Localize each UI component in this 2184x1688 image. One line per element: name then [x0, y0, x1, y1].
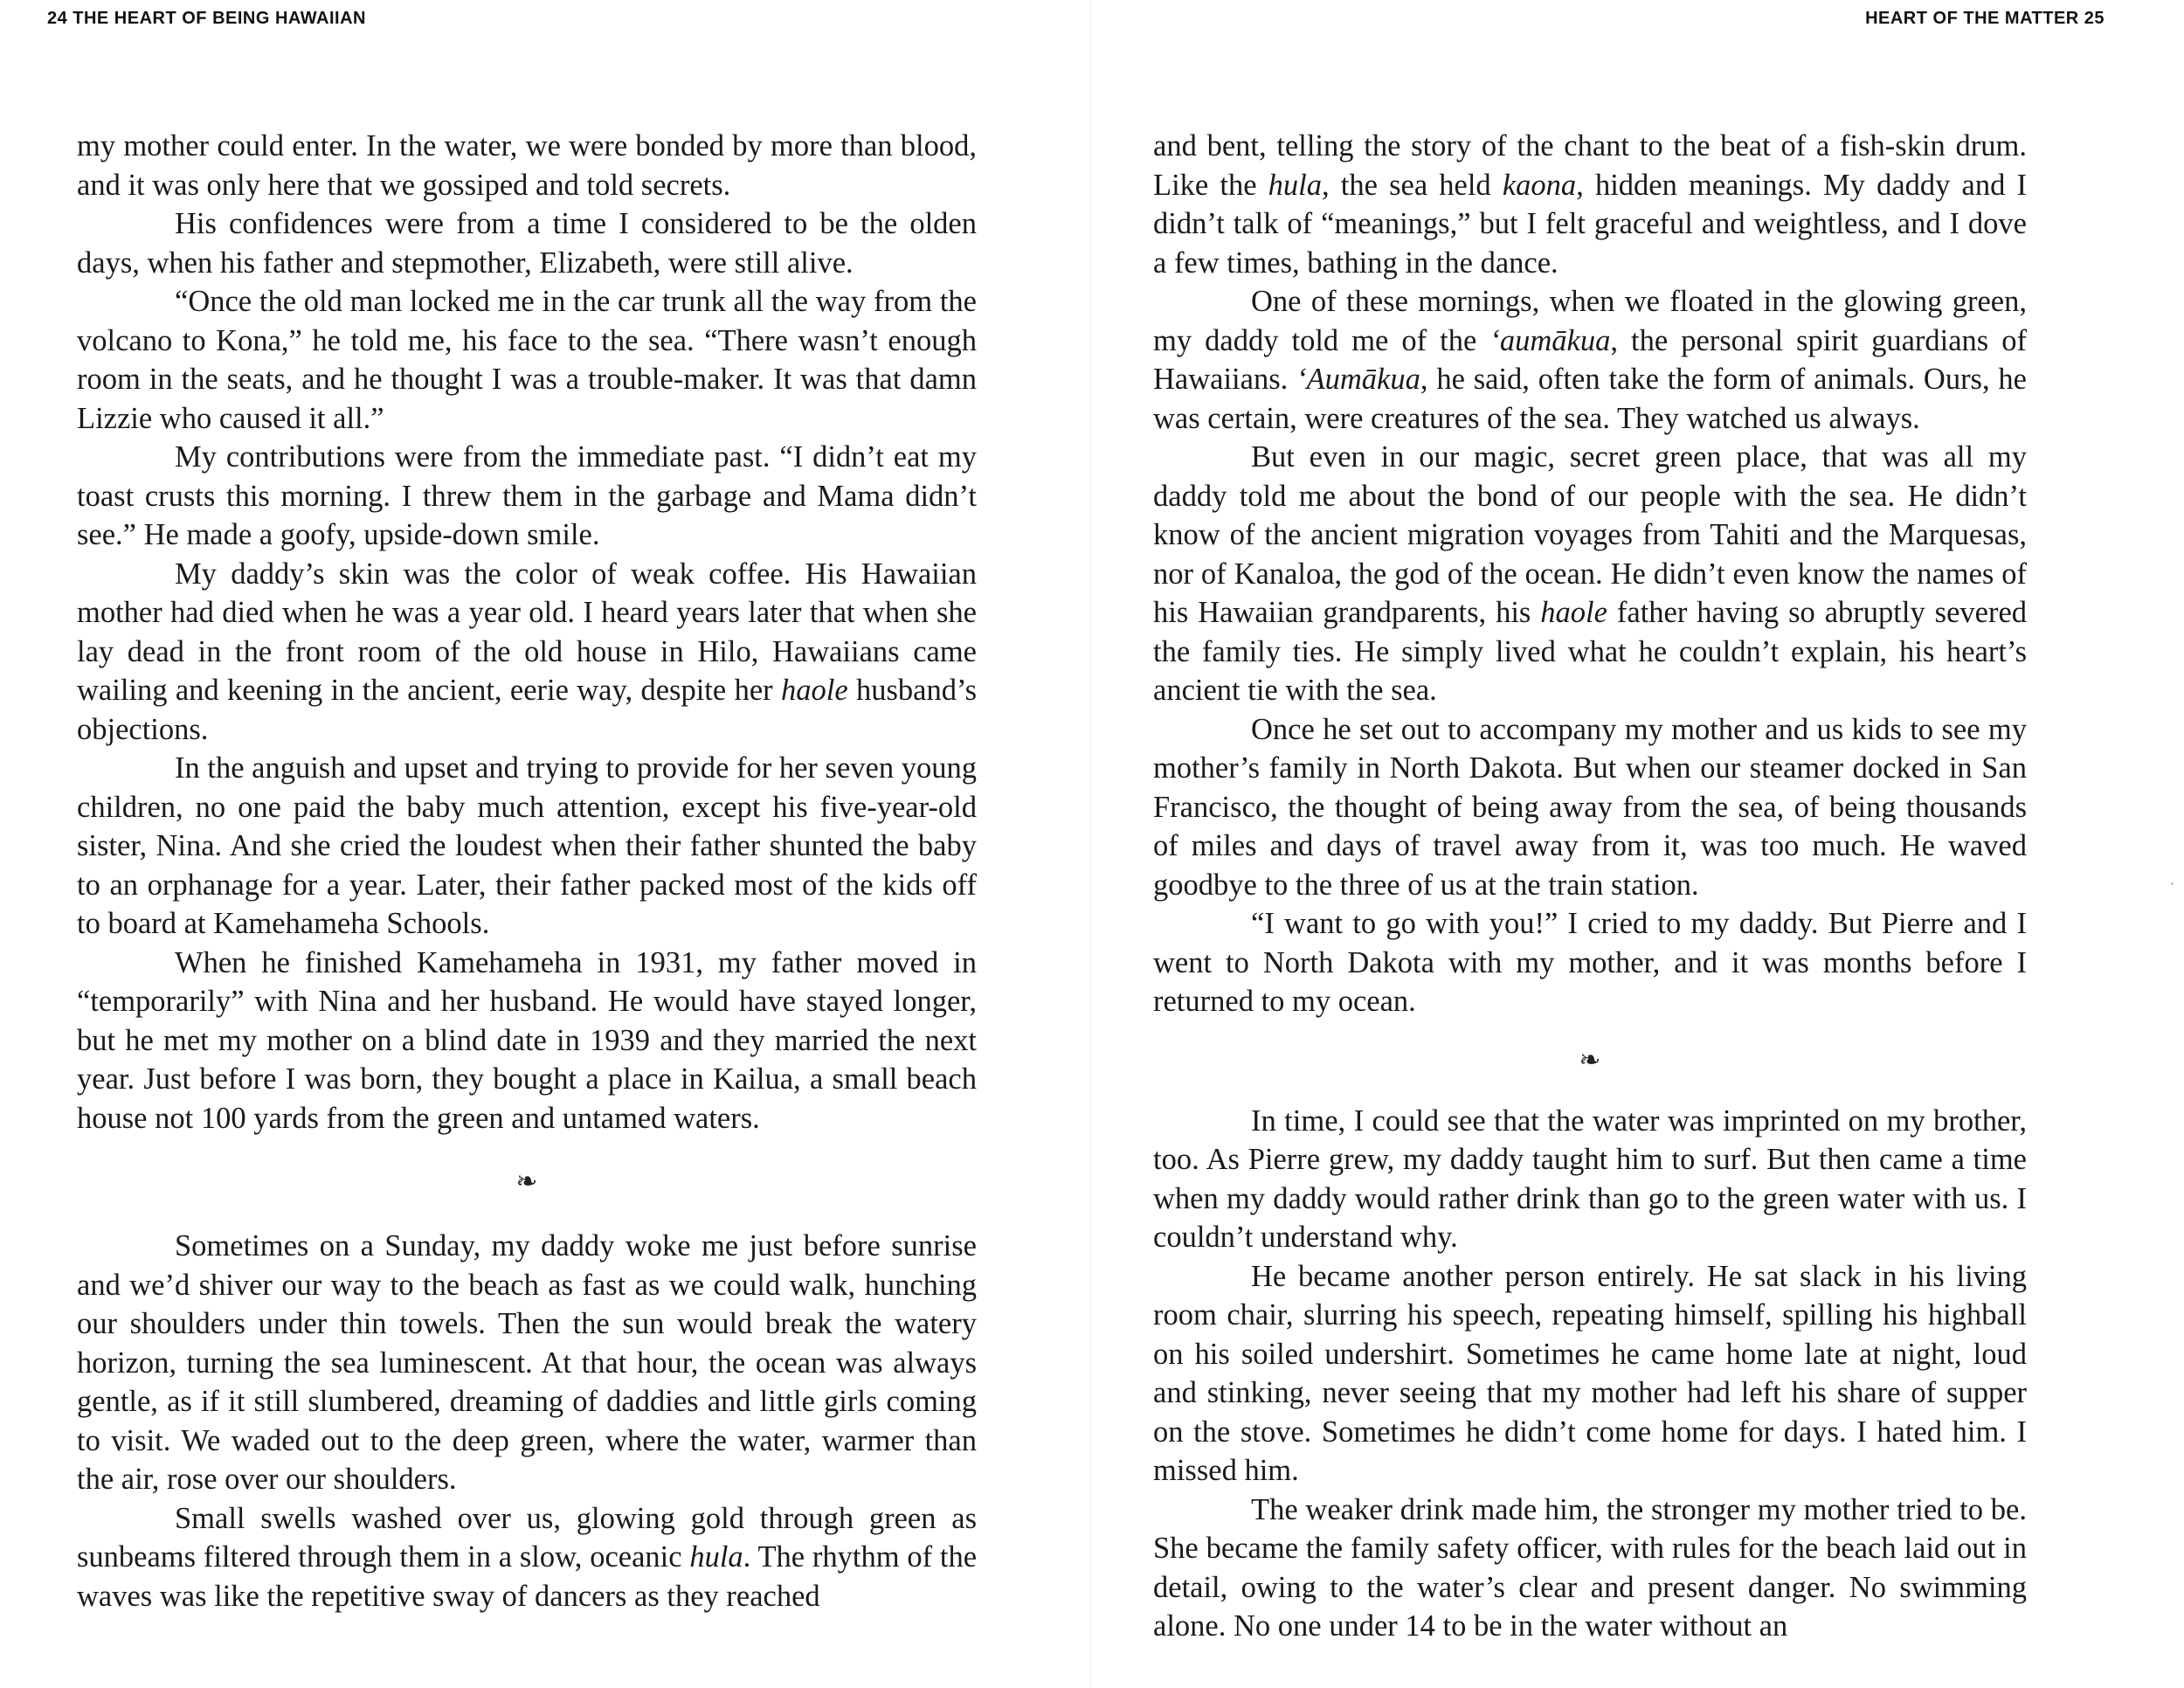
paragraph-text: , the sea held: [1322, 168, 1503, 202]
right-section-break-ornament: ❧: [1579, 1046, 1601, 1076]
left-running-head: [42, 9, 366, 29]
italic-term: haole: [780, 674, 848, 707]
paragraph-text: . The rhythm of the waves was like the repetitive sway of dancers as they reached: [77, 1540, 978, 1613]
paragraph-text: “Once the old man locked me in the car trunk all the way from the volcano to Kona,” he told me, his face to the sea. “There wasn’t enough room in the seats, and he thought I was a trouble-maker. It was that damn Lizzie who caused it all.”: [77, 285, 977, 435]
paragraph-text: When he finished Kamehameha in 1931, my father moved in “temporarily” with Nina and her husband. He would have stayed longer, but he met my mother on a blind date in 1939 and they married the next year. Just before I was born, they bought a place in Kailua, a small beach house not 100 yards from the green and untamed waters.: [77, 945, 977, 1135]
paragraph: [1153, 1102, 2027, 1257]
paragraph-text: father having so abruptly severed the family ties. He simply lived what he couldn’t explain, his heart’s ancient tie with the sea.: [1153, 596, 2028, 707]
italic-term: ‘aumākua: [1489, 323, 1611, 357]
right-body-text: [1153, 127, 2027, 1646]
paragraph: [1153, 904, 2027, 1021]
right-running-head: [1865, 9, 2110, 29]
right-running-head-title: HEART OF THE MATTER: [1865, 9, 2079, 28]
left-page: [0, 0, 1090, 1688]
paragraph-text: Small swells washed over us, glowing gold through green as sunbeams filtered through them in a slow, oceanic: [77, 1501, 977, 1574]
paragraph-text: , the personal spirit guardians of Hawaiians.: [1153, 323, 2027, 396]
paragraph: [1153, 1257, 2027, 1491]
paragraph: [77, 1227, 977, 1499]
italic-term: kaona: [1502, 168, 1577, 202]
italic-term: hula: [1268, 168, 1323, 202]
left-body-text: [77, 127, 977, 1615]
paragraph-text: He became another person entirely. He sat slack in his living room chair, slurring his speech, repeating himself, spilling his highball on his soiled undershirt. Sometimes he came home late at night, loud and stinking, never seeing that my mother had left his share of supper on the stove. Sometimes he didn’t come home for days. I hated him. I missed him.: [1153, 1259, 2027, 1487]
paragraph: [77, 749, 977, 944]
paragraph-text: In time, I could see that the water was imprinted on my brother, too. As Pierre grew, my daddy taught him to surf. But then came a time when my daddy would rather drink than go to the green water with us. I couldn’t understand why.: [1153, 1103, 2027, 1254]
paragraph-text: Once he set out to accompany my mother and us kids to see my mother’s family in North Dakota. But when our steamer docked in San Francisco, the thought of being away from the sea, of being thousands of miles and days of travel away from it, was too much. He waved goodbye to the three of us at the train station.: [1153, 712, 2027, 902]
left-section-break-ornament: ❧: [515, 1166, 538, 1196]
paragraph-text: , he said, often take the form of animals. Ours, he was certain, were creatures of the sea. They watched us always.: [1153, 363, 2027, 435]
paragraph: [1153, 438, 2027, 710]
paragraph-text: and bent, telling the story of the chant to the beat of a fish-skin drum. Like the: [1153, 129, 2027, 202]
italic-term: ‘Aumākua: [1296, 363, 1420, 396]
paragraph: [1153, 1491, 2027, 1646]
paragraph-text: My daddy’s skin was the color of weak coffee. His Hawaiian mother had died when he was a year old. I heard years later that when she lay dead in the front room of the old house in Hilo, Hawaiians came wailing and keening in the ancient, eerie way, despite her: [77, 557, 977, 707]
right-paragraphs-before-break: [1153, 127, 2027, 1021]
right-page-number: 25: [2084, 9, 2105, 28]
paragraph: [1153, 127, 2027, 282]
paragraph: [77, 944, 977, 1138]
left-paragraphs-before-break: [77, 127, 977, 1138]
paragraph: [1153, 282, 2027, 438]
paragraph-text: husband’s objections.: [77, 674, 978, 746]
left-running-head-title: THE HEART OF BEING HAWAIIAN: [73, 9, 366, 28]
left-page-number: 24: [47, 9, 68, 28]
paragraph-text: “I want to go with you!” I cried to my daddy. But Pierre and I went to North Dakota with my mother, and it was months before I returned to my ocean.: [1153, 907, 2027, 1018]
paragraph-text: my mother could enter. In the water, we were bonded by more than blood, and it was only here that we gossiped and told secrets.: [77, 129, 977, 202]
paragraph: [77, 438, 977, 555]
paragraph: [77, 1499, 977, 1616]
paper-speck: [2171, 882, 2174, 885]
paragraph-text: His confidences were from a time I considered to be the olden days, when his father and stepmother, Elizabeth, were still alive.: [77, 207, 977, 280]
italic-term: haole: [1540, 596, 1607, 629]
paragraph-text: But even in our magic, secret green place, that was all my daddy told me about the bond of our people with the sea. He didn’t know of the ancient migration voyages from Tahiti and the Marquesas, nor of Kanaloa, the god of the ocean. He didn’t even know the names of his Hawaiian grandparents, his: [1153, 440, 2027, 629]
paragraph: [77, 127, 977, 204]
paragraph-text: , hidden meanings. My daddy and I didn’t talk of “meanings,” but I felt graceful and weightless, and I dove a few times, bathing in the dance.: [1153, 168, 2027, 280]
paragraph-text: My contributions were from the immediate past. “I didn’t eat my toast crusts this morning. I threw them in the garbage and Mama didn’t see.” He made a goofy, upside-down smile.: [77, 440, 977, 551]
right-paragraphs-after-break: [1153, 1102, 2027, 1646]
italic-term: hula: [689, 1540, 743, 1574]
paragraph: [77, 555, 977, 750]
paragraph-text: Sometimes on a Sunday, my daddy woke me just before sunrise and we’d shiver our way to the beach as fast as we could walk, hunching our shoulders under thin towels. Then the sun would break the watery horizon, turning the sea luminescent. At that hour, the ocean was always gentle, as if it still slumbered, dreaming of daddies and little girls coming to visit. We waded out to the deep green, where the water, warmer than the air, rose over our shoulders.: [77, 1229, 977, 1496]
right-page: [1092, 0, 2184, 1688]
left-paragraphs-after-break: [77, 1227, 977, 1615]
paragraph: [77, 204, 977, 282]
paragraph: [1153, 710, 2027, 905]
paragraph-text: One of these mornings, when we floated in the glowing green, my daddy told me of the: [1153, 285, 2027, 357]
paragraph-text: In the anguish and upset and trying to provide for her seven young children, no one paid the baby much attention, except his five-year-old sister, Nina. And she cried the loudest when their father shunted the baby to an orphanage for a year. Later, their father packed most of the kids off to board at Kamehameha Schools.: [77, 751, 977, 940]
paragraph-text: The weaker drink made him, the stronger my mother tried to be. She became the family safety officer, with rules for the beach laid out in detail, owing to the water’s clear and present danger. No swimming alone. No one under 14 to be in the water without an: [1153, 1492, 2027, 1643]
paragraph: [77, 282, 977, 438]
